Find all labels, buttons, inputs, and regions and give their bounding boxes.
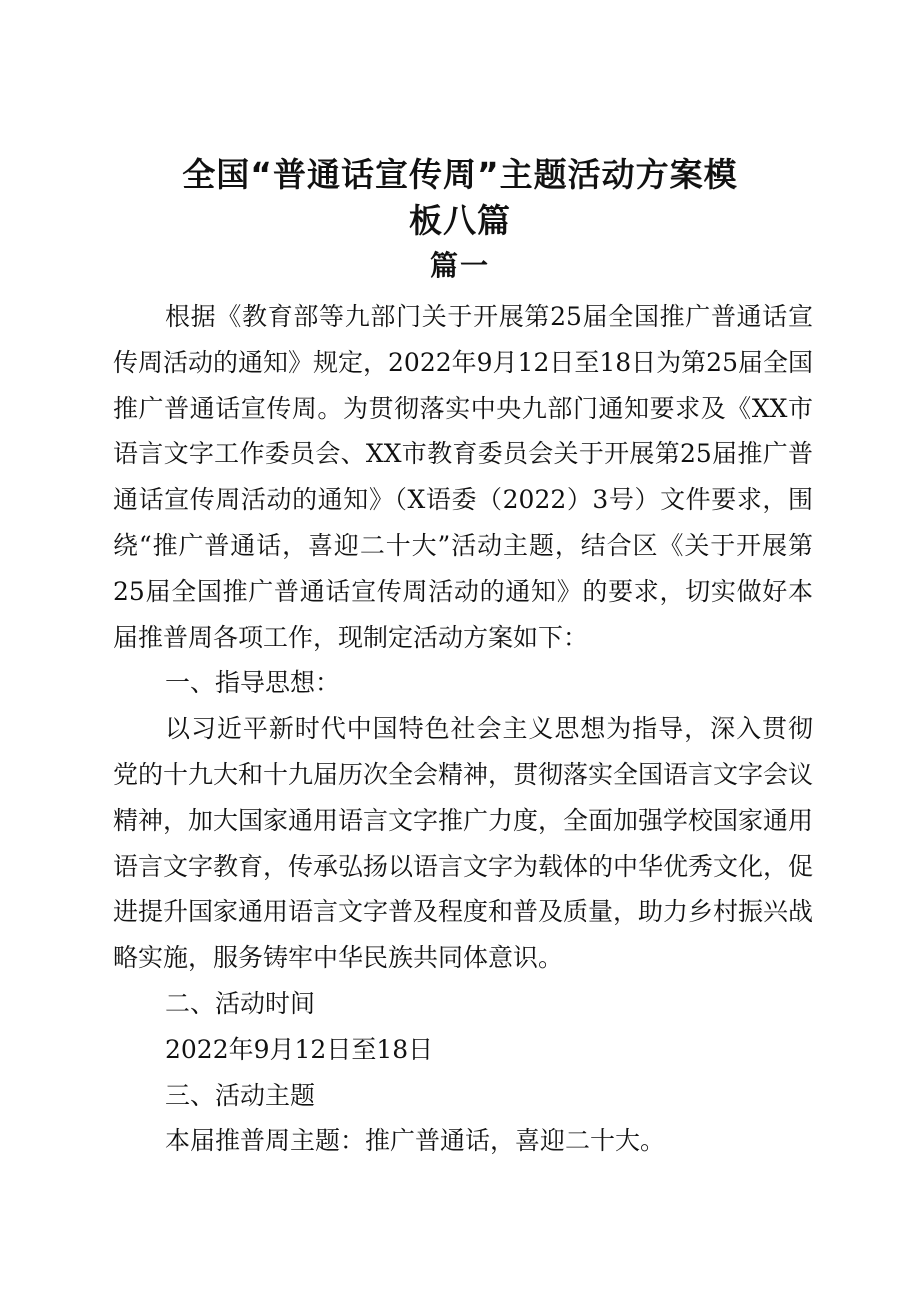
document-title-line-1: 全国“普通话宣传周”主题活动方案模 xyxy=(182,155,738,194)
document-body xyxy=(113,294,813,1164)
heading-activity-time: 二、活动时间 xyxy=(165,988,316,1018)
paragraph-intro: 根据《教育部等九部门关于开展第25届全国推广普通话宣传周活动的通知》规定，2022年9月12日至18日为第25届全国推广普通话宣传周。为贯彻落实中央九部门通知要求及《XX市语言文字工作委员会、XX市教育委员会关于开展第25届推广普通话宣传周活动的通知》（X语委（2022）3号）文件要求，围绕“推广普通话，喜迎二十大”活动主题，结合区《关于开展第25届全国推广普通话宣传周活动的通知》的要求，切实做好本届推普周各项工作，现制定活动方案如下： xyxy=(113,302,813,652)
paragraph-activity-theme: 本届推普周主题：推广普通话，喜迎二十大。 xyxy=(165,1126,666,1156)
heading-guiding-ideology: 一、指导思想： xyxy=(165,668,341,698)
document-title-line-2: 板八篇 xyxy=(409,201,511,240)
section-subtitle: 篇一 xyxy=(429,249,490,282)
heading-activity-theme: 三、活动主题 xyxy=(165,1080,316,1110)
paragraph-activity-time: 2022年9月12日至18日 xyxy=(165,1034,434,1064)
paragraph-guiding-ideology: 以习近平新时代中国特色社会主义思想为指导，深入贯彻党的十九大和十九届历次全会精神，贯彻落实全国语言文字会议精神，加大国家通用语言文字推广力度，全面加强学校国家通用语言文字教育，传承弘扬以语言文字为载体的中华优秀文化，促进提升国家通用语言文字普及程度和普及质量，助力乡村振兴战略实施，服务铸牢中华民族共同体意识。 xyxy=(113,714,814,973)
